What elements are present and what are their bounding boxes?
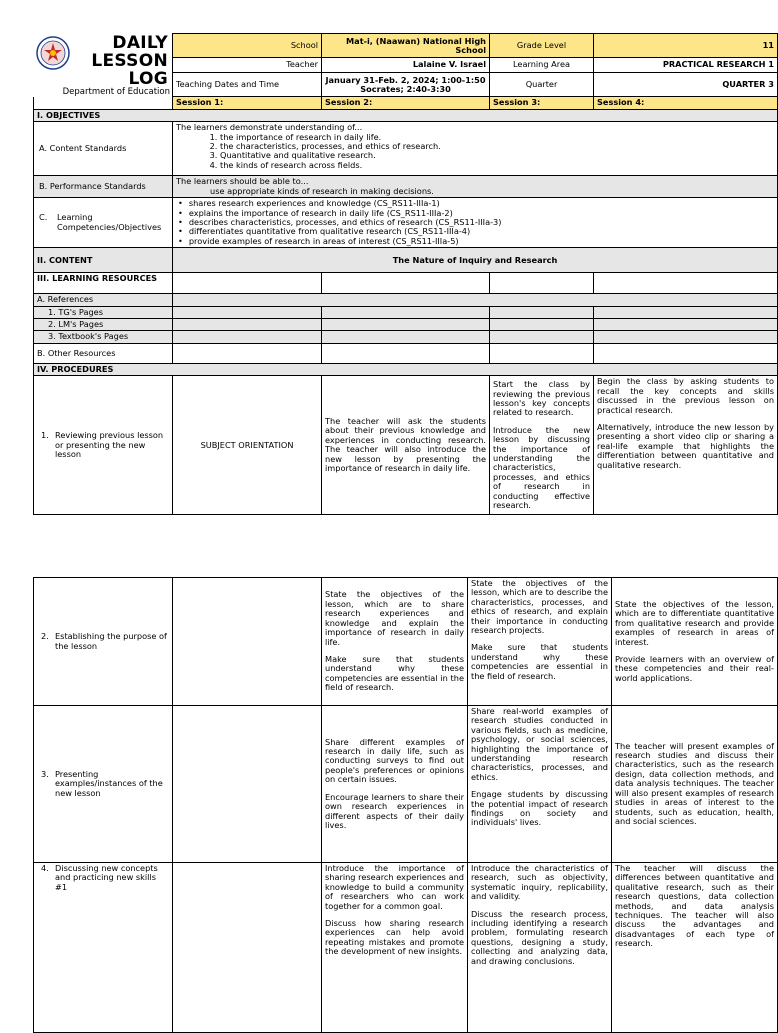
procedure-3-session-3: Share real-world examples of research studies conducted in various fields, such as medicine, psychology, or social sciences, highlighting the importance of understanding research characteristics, processes, and ethics. Engage students by discussing the potential impact of research findings on society and individuals' lives. [468,706,612,863]
procedure-2-session-3: State the objectives of the lesson, which are to describe the characteristics, processes, and ethics of research, and explain their importance in conducting research projects. Make sure that students understand why these competencies are essential in the field of research. [468,578,612,706]
title-daily-lesson: DAILY LESSON [91,32,168,71]
procedure-label-4: 4. Discussing new concepts and practicing new skills #1 [34,863,173,1033]
procedures-heading: IV. PROCEDURES [34,363,778,375]
list-item: • provide examples of research in areas of interest (CS_RS11-IIIa-5) [188,237,774,246]
procedure-3-session-1 [173,706,322,863]
procedure-4-session-4: The teacher will discuss the differences between quantitative and qualitative research, such as their research questions, data collection methods, and data analysis techniques. The teacher will also discuss the advantages and disadvantages of each type of research. [612,863,778,1033]
procedure-4-session-1 [173,863,322,1033]
list-item: • explains the importance of research in daily life (CS_RS11-IIIa-2) [188,209,774,218]
procedure-1-session-3: Start the class by reviewing the previous lesson's key concepts related to research. Introduce the new lesson by discussing the importance of understanding the characteristics, processes, and ethics of research in conducting effective research. [490,376,594,515]
learning-competencies-label: C. Learning Competencies/Objectives [34,198,173,248]
teaching-dates-label: Teaching Dates and Time [173,73,322,97]
list-item: 2. the characteristics, processes, and ethics of research. [220,142,774,151]
procedure-label-3: 3. Presenting examples/instances of the new lesson [34,706,173,863]
content-standards-label: A. Content Standards [34,122,173,176]
procedure-label-2: 2. Establishing the purpose of the lesson [34,578,173,706]
content-standards-intro: The learners demonstrate understanding of... [176,122,363,133]
quarter-label: Quarter [490,73,594,97]
content-standards-value [173,122,778,176]
procedure-1-session-1: SUBJECT ORIENTATION [173,376,322,515]
procedure-3-session-2: Share different examples of research in daily life, such as conducting surveys to find out people's preferences or opinions on certain issues. Encourage learners to share their own research experiences in different aspects of their daily lives. [322,706,468,863]
content-heading: II. CONTENT [34,248,173,273]
lesson-log-table-2 [33,577,778,1033]
procedure-2-session-1 [173,578,322,706]
school-value: Mat-i, (Naawan) National High School [322,34,490,58]
lesson-log-page-1 [33,33,777,515]
performance-standards-value [173,176,778,198]
list-item: • differentiates quantitative from qualitative research (CS_RS11-IIIa-4) [188,227,774,236]
deped-seal-icon [36,36,70,70]
content-standards-list [176,133,774,171]
quarter-value: QUARTER 3 [594,73,778,97]
teaching-dates-value: January 31-Feb. 2, 2024; 1:00-1:50 Socrates; 2:40-3:30 [322,73,490,97]
procedure-3-session-4: The teacher will present examples of research studies and discuss their characteristics, such as the research design, data collection methods, and data analysis techniques. The teacher will also present examples of research studies in areas of interest to the students, such as education, health, and social sciences. [612,706,778,863]
procedure-2-session-2: State the objectives of the lesson, which are to share research experiences and knowledge and explain the importance of research in daily life. Make sure that students understand why these competencies are essential in the field of research. [322,578,468,706]
learning-area-value: PRACTICAL RESEARCH 1 [594,58,778,73]
session-3-header: Session 3: [490,97,594,109]
procedure-1-session-2: The teacher will ask the students about their previous knowledge and experiences in conducting research. The teacher will also introduce the new lesson by presenting the importance of research in daily life. [322,376,490,515]
other-resources-label: B. Other Resources [34,343,173,363]
lesson-log-table-1 [33,33,778,515]
grade-level-label: Grade Level [490,34,594,58]
list-item: • shares research experiences and knowledge (CS_RS11-IIIa-1) [188,199,774,208]
list-item: 4. the kinds of research across fields. [220,161,774,170]
tg-pages-label: 1. TG's Pages [34,306,173,318]
list-item: 1. the importance of research in daily life. [220,133,774,142]
procedure-2-session-4: State the objectives of the lesson, which are to differentiate quantitative from qualitative research and provide examples of research in areas of interest. Provide learners with an overview of these competencies and their real-world applications. [612,578,778,706]
procedure-4-session-2: Introduce the importance of sharing research experiences and knowledge to build a community of researchers who can work together for a common goal. Discuss how sharing research experiences can help avoid repeating mistakes and promote the development of new insights. [322,863,468,1033]
performance-standards-label: B. Performance Standards [34,176,173,198]
procedure-1-session-4: Begin the class by asking students to recall the key concepts and skills discussed in the previous lesson on practical research. Alternatively, introduce the new lesson by presenting a short video clip or sharing a real-life example that highlights the differentiation between quantitative and qualitative research. [594,376,778,515]
performance-standards-text: use appropriate kinds of research in making decisions. [210,185,434,196]
learning-competencies-list [176,199,774,246]
procedure-label-1: 1. Reviewing previous lesson or presenting the new lesson [34,376,173,515]
learning-resources-heading: III. LEARNING RESOURCES [34,273,173,294]
session-2-header: Session 2: [322,97,490,109]
performance-standards-intro: The learners should be able to... [176,176,309,187]
title-block [34,34,173,97]
list-item: 3. Quantitative and qualitative research. [220,151,774,160]
school-label: School [173,34,322,58]
session-4-header: Session 4: [594,97,778,109]
teacher-label: Teacher [173,58,322,73]
textbook-pages-label: 3. Textbook's Pages [34,331,173,343]
lm-pages-label: 2. LM's Pages [34,319,173,331]
content-topic: The Nature of Inquiry and Research [173,248,778,273]
list-item: • describes characteristics, processes, and ethics of research (CS_RS11-IIIa-3) [188,218,774,227]
objectives-heading: I. OBJECTIVES [34,109,778,121]
grade-level-value: 11 [594,34,778,58]
learning-competencies-value [173,198,778,248]
title-log: LOG [128,68,168,89]
lesson-log-page-2 [33,577,777,1033]
department-label: Department of Education [62,86,170,97]
references-label: A. References [34,294,173,306]
session-1-header: Session 1: [173,97,322,109]
procedure-4-session-3: Introduce the characteristics of research, such as objectivity, systematic inquiry, replicability, and validity. Discuss the research process, including identifying a research problem, formulating research questions, designing a study, collecting and analyzing data, and drawing conclusions. [468,863,612,1033]
learning-area-label: Learning Area [490,58,594,73]
teacher-value: Lalaine V. Israel [322,58,490,73]
